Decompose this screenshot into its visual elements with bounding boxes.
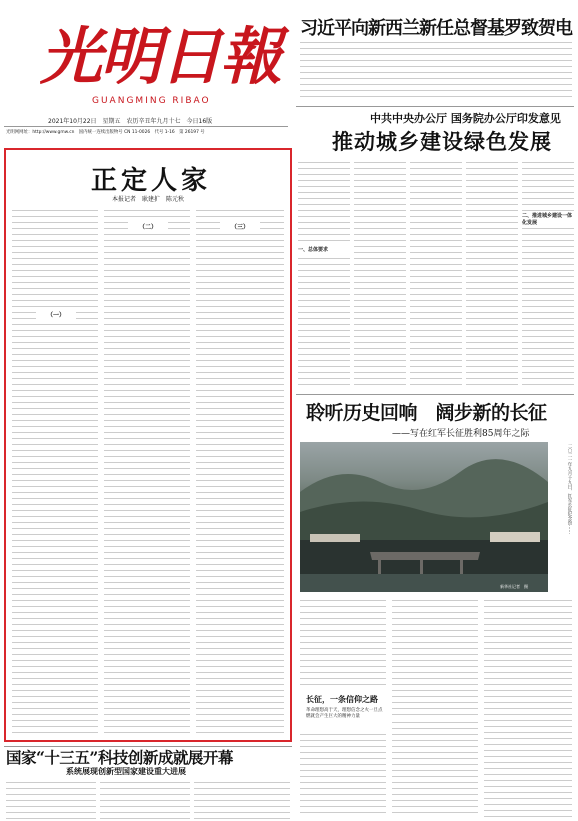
section-divider bbox=[296, 106, 574, 107]
long-march-body-3 bbox=[484, 598, 572, 818]
policy-body bbox=[298, 160, 574, 388]
long-march-body-2 bbox=[392, 598, 478, 716]
masthead-logo: 光明日報 bbox=[40, 20, 281, 93]
feature-box bbox=[4, 148, 292, 742]
policy-section-heading-1: 一、总体要求 bbox=[298, 246, 350, 253]
tech-body-1 bbox=[6, 780, 96, 820]
long-march-divider bbox=[296, 394, 574, 395]
tech-body-2 bbox=[100, 780, 190, 820]
top-headline: 习近平向新西兰新任总督基罗致贺电 bbox=[300, 18, 572, 39]
photo-side-caption: 二〇二一年九月十九日，红军长征纪念馆…… bbox=[567, 444, 572, 534]
feature-part-2: （二） bbox=[128, 222, 168, 231]
feature-title: 正定人家 bbox=[90, 166, 211, 196]
policy-headline: 推动城乡建设绿色发展 bbox=[332, 129, 552, 154]
long-march-subhead: ——写在红军长征胜利85周年之际 bbox=[392, 429, 530, 439]
masthead-pinyin: GUANGMING RIBAO bbox=[92, 96, 211, 106]
long-march-photo bbox=[300, 442, 548, 592]
masthead-date: 2021年10月22日 星期五 农历辛丑年九月十七 今日16版 bbox=[48, 118, 213, 125]
feature-part-3: （三） bbox=[220, 222, 260, 231]
landscape-illustration bbox=[300, 442, 548, 592]
long-march-body-4 bbox=[300, 732, 386, 818]
long-march-column-kicker: 长征，一条信仰之路 bbox=[306, 694, 378, 704]
feature-column-2 bbox=[104, 208, 190, 738]
policy-column-2 bbox=[354, 160, 406, 388]
policy-section-heading-2: 二、推进城乡建设一体化发展 bbox=[522, 213, 573, 226]
tech-subhead: 系统展现创新型国家建设重大进展 bbox=[66, 767, 186, 776]
policy-column-3 bbox=[410, 160, 462, 388]
masthead-meta: 光明网网址：http://www.gmw.cn 国内统一连续出版物号 CN 11-0026 代号 1-16 第 26197 号 bbox=[6, 130, 205, 135]
policy-column-1 bbox=[298, 160, 350, 388]
feature-part-1: （一） bbox=[36, 310, 76, 319]
photo-credit: 新华社记者 摄 bbox=[500, 584, 528, 589]
long-march-body-5 bbox=[392, 720, 478, 818]
feature-byline: 本报记者 耿建扩 陈元秋 bbox=[111, 196, 184, 203]
policy-column-5 bbox=[522, 160, 574, 388]
long-march-column-sub: 革命理想高于天，理想信念之火一旦点燃就会产生巨大的精神力量 bbox=[306, 708, 383, 719]
feature-column-3 bbox=[196, 208, 284, 738]
masthead-divider bbox=[4, 126, 288, 127]
tech-headline: 国家“十三五”科技创新成就展开幕 bbox=[6, 748, 233, 767]
policy-column-4 bbox=[466, 160, 518, 388]
top-article-body bbox=[300, 40, 572, 102]
long-march-body-1 bbox=[300, 598, 386, 688]
tech-body-3 bbox=[194, 780, 290, 820]
long-march-headline: 聆听历史回响 阔步新的长征 bbox=[306, 402, 547, 424]
policy-kicker: 中共中央办公厅 国务院办公厅印发意见 bbox=[370, 112, 561, 125]
feature-column-1 bbox=[12, 208, 98, 738]
